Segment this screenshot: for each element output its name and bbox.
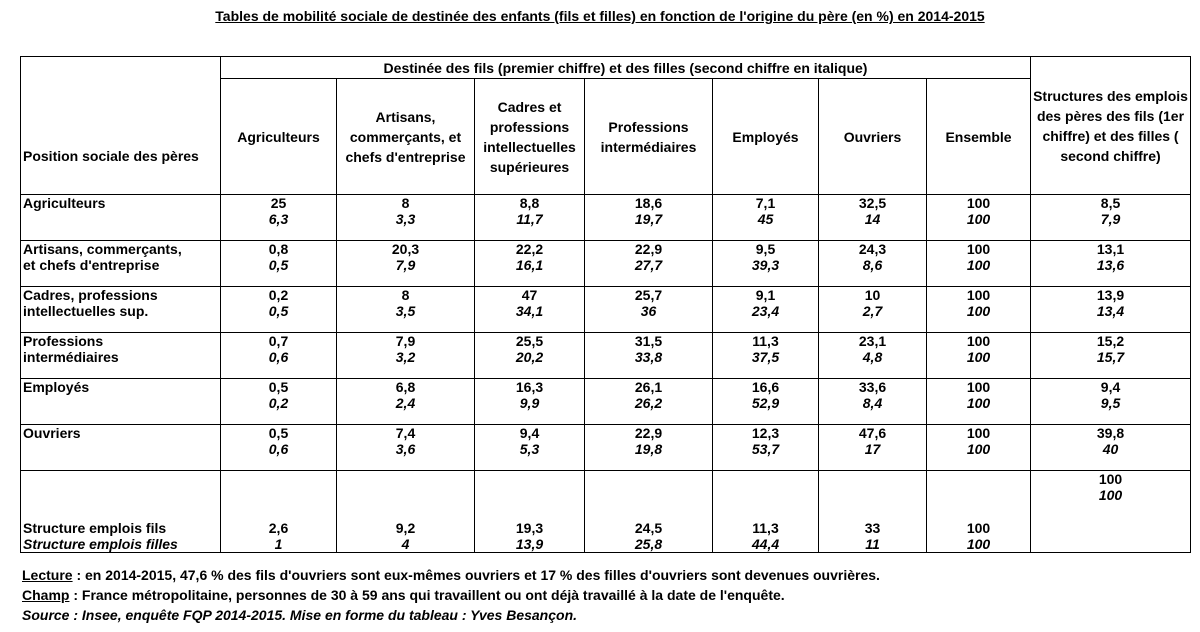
structure-header: Structures des emplois des pères des fils (1er chiffre) et des filles ( second chiffre)	[1031, 57, 1191, 195]
filles-value: 13,4	[1096, 303, 1125, 319]
data-cell	[819, 287, 927, 333]
row-label	[21, 425, 221, 471]
fils-value: 9,5	[755, 241, 776, 257]
row-label-line: et chefs d'entreprise	[23, 257, 160, 273]
filles-value: 100	[966, 303, 991, 319]
row-label	[21, 379, 221, 425]
fils-value: 25	[270, 195, 287, 211]
data-cell	[713, 287, 819, 333]
row-label-line: Agriculteurs	[23, 195, 106, 211]
table-row	[21, 195, 1191, 241]
data-cell	[475, 287, 585, 333]
data-cell	[927, 333, 1031, 379]
data-cell	[585, 287, 713, 333]
fils-value: 22,2	[515, 241, 544, 257]
fils-value: 7,4	[395, 425, 416, 441]
table-title: Tables de mobilité sociale de destinée des enfants (fils et filles) en fonction de l'origine du père (en %) en 2014-2015	[215, 8, 985, 24]
row-label-line	[23, 211, 218, 227]
structure-filles-value: 1	[274, 536, 283, 552]
champ-label: Champ	[22, 587, 70, 603]
filles-value: 9,9	[519, 395, 540, 411]
data-cell	[819, 241, 927, 287]
filles-value: 36	[640, 303, 657, 319]
data-cell	[221, 287, 337, 333]
filles-value: 16,1	[515, 257, 544, 273]
data-cell	[1031, 333, 1191, 379]
data-cell	[337, 195, 475, 241]
structure-filles-value: 44,4	[751, 536, 780, 552]
row-label-line: Professions	[23, 333, 104, 349]
mobility-table	[20, 56, 1191, 553]
data-cell	[1031, 195, 1191, 241]
structure-filles-value: 25,8	[634, 536, 663, 552]
filles-value: 34,1	[515, 303, 544, 319]
structure-label	[21, 471, 221, 553]
fils-value: 11,3	[752, 333, 779, 349]
data-cell	[475, 241, 585, 287]
filles-value: 27,7	[634, 257, 663, 273]
fils-value: 25,7	[634, 287, 663, 303]
data-cell	[927, 379, 1031, 425]
column-header: Ouvriers	[819, 79, 927, 195]
fils-value: 26,1	[634, 379, 663, 395]
fils-value: 0,2	[268, 287, 289, 303]
filles-value: 7,9	[1100, 211, 1121, 227]
structure-cell	[713, 471, 819, 553]
notes	[22, 565, 880, 625]
filles-value: 14	[864, 211, 881, 227]
structure-cell	[585, 471, 713, 553]
column-header: Ensemble	[927, 79, 1031, 195]
structure-total-cell	[1031, 471, 1191, 553]
fils-value: 9,4	[1100, 379, 1121, 395]
filles-value: 100	[966, 395, 991, 411]
fils-value: 31,5	[634, 333, 663, 349]
data-cell	[1031, 287, 1191, 333]
fils-value: 47,6	[858, 425, 887, 441]
data-cell	[1031, 425, 1191, 471]
lecture-label: Lecture	[22, 567, 73, 583]
fils-value: 0,5	[268, 379, 289, 395]
row-label-line	[23, 441, 218, 457]
table-row	[21, 425, 1191, 471]
fils-value: 13,1	[1096, 241, 1125, 257]
structure-fils-value: 24,5	[634, 520, 663, 536]
fils-value: 0,7	[268, 333, 289, 349]
data-cell	[221, 333, 337, 379]
filles-value: 17	[864, 441, 881, 457]
filles-value: 3,5	[395, 303, 416, 319]
column-header: Agriculteurs	[221, 79, 337, 195]
filles-value: 2,4	[395, 395, 416, 411]
row-label	[21, 287, 221, 333]
filles-value: 33,8	[634, 349, 663, 365]
fils-value: 10	[864, 287, 881, 303]
row-label	[21, 195, 221, 241]
filles-value: 40	[1102, 441, 1119, 457]
fils-value: 15,2	[1096, 333, 1125, 349]
fils-value: 12,3	[751, 425, 780, 441]
filles-value: 6,3	[268, 211, 289, 227]
filles-value: 39,3	[751, 257, 780, 273]
structure-filles-value: 13,9	[515, 536, 544, 552]
structure-total-fils: 100	[1098, 471, 1123, 487]
fils-value: 16,3	[515, 379, 544, 395]
data-cell	[927, 425, 1031, 471]
filles-value: 100	[966, 349, 991, 365]
fils-value: 100	[966, 333, 991, 349]
filles-value: 3,2	[395, 349, 416, 365]
filles-value: 53,7	[751, 441, 780, 457]
filles-value: 0,6	[268, 349, 289, 365]
fils-value: 22,9	[634, 425, 663, 441]
structure-cell	[927, 471, 1031, 553]
data-cell	[585, 241, 713, 287]
filles-value: 100	[966, 257, 991, 273]
filles-value: 19,8	[634, 441, 663, 457]
fils-value: 13,9	[1096, 287, 1125, 303]
filles-value: 2,7	[862, 303, 883, 319]
data-cell	[475, 379, 585, 425]
filles-value: 100	[966, 441, 991, 457]
data-cell	[713, 333, 819, 379]
filles-value: 4,8	[862, 349, 883, 365]
fils-value: 16,6	[751, 379, 780, 395]
filles-value: 9,5	[1100, 395, 1121, 411]
filles-value: 8,4	[862, 395, 883, 411]
column-header: Employés	[713, 79, 819, 195]
row-label	[21, 333, 221, 379]
row-label-line: Cadres, professions	[23, 287, 158, 303]
fils-value: 8,5	[1100, 195, 1121, 211]
fils-value: 22,9	[634, 241, 663, 257]
fils-value: 100	[966, 287, 991, 303]
data-cell	[585, 333, 713, 379]
row-label	[21, 241, 221, 287]
data-cell	[221, 241, 337, 287]
table-row	[21, 333, 1191, 379]
row-label-line: Ouvriers	[23, 425, 81, 441]
data-cell	[475, 333, 585, 379]
structure-fils-value: 19,3	[515, 520, 544, 536]
fils-value: 18,6	[634, 195, 663, 211]
filles-value: 0,6	[268, 441, 289, 457]
data-cell	[337, 241, 475, 287]
structure-filles-value: 11	[865, 536, 880, 552]
data-cell	[713, 425, 819, 471]
row-label-line: intellectuelles sup.	[23, 303, 149, 319]
lecture-text: : en 2014-2015, 47,6 % des fils d'ouvriers sont eux-mêmes ouvriers et 17 % des filles d'ouvriers sont devenues ouvrières.	[72, 567, 880, 583]
data-cell	[819, 195, 927, 241]
data-cell	[221, 425, 337, 471]
table-row	[21, 287, 1191, 333]
structure-fils-value: 100	[966, 520, 991, 536]
structure-fils-value: 11,3	[752, 520, 779, 536]
data-cell	[819, 379, 927, 425]
column-header: Professions intermédiaires	[585, 79, 713, 195]
fils-value: 100	[966, 241, 991, 257]
fils-value: 20,3	[391, 241, 420, 257]
filles-value: 20,2	[515, 349, 544, 365]
structure-fils-value: 9,2	[395, 520, 416, 536]
fils-value: 8	[401, 287, 410, 303]
data-cell	[1031, 379, 1191, 425]
fils-value: 7,1	[755, 195, 776, 211]
data-cell	[1031, 241, 1191, 287]
column-header: Cadres et professions intellectuelles supérieures	[475, 79, 585, 195]
filles-value: 7,9	[395, 257, 416, 273]
fils-value: 7,9	[395, 333, 416, 349]
data-cell	[819, 333, 927, 379]
structure-total-filles: 100	[1098, 487, 1123, 503]
table-row	[21, 241, 1191, 287]
filles-value: 8,6	[862, 257, 883, 273]
filles-value: 45	[757, 211, 774, 227]
structure-cell	[475, 471, 585, 553]
data-cell	[337, 287, 475, 333]
fils-value: 32,5	[858, 195, 887, 211]
fils-value: 39,8	[1096, 425, 1125, 441]
note-champ	[22, 585, 880, 605]
data-cell	[713, 195, 819, 241]
data-cell	[585, 379, 713, 425]
data-cell	[713, 241, 819, 287]
table-row	[21, 379, 1191, 425]
filles-value: 13,6	[1096, 257, 1125, 273]
fils-value: 33,6	[858, 379, 887, 395]
row-label-header: Position sociale des pères	[21, 57, 221, 195]
row-label-line: Employés	[23, 379, 90, 395]
structure-filles-value: 100	[966, 536, 991, 552]
row-label-line	[23, 395, 218, 411]
fils-value: 9,1	[755, 287, 776, 303]
filles-value: 5,3	[519, 441, 540, 457]
data-cell	[221, 379, 337, 425]
column-header: Artisans, commerçants, et chefs d'entreprise	[337, 79, 475, 195]
filles-value: 37,5	[751, 349, 780, 365]
filles-value: 100	[966, 211, 991, 227]
structure-cell	[337, 471, 475, 553]
fils-value: 0,5	[268, 425, 289, 441]
filles-value: 26,2	[634, 395, 663, 411]
data-cell	[713, 379, 819, 425]
structure-filles-value: 4	[401, 536, 410, 552]
fils-value: 100	[966, 379, 991, 395]
note-source: Source : Insee, enquête FQP 2014-2015. Mise en forme du tableau : Yves Besançon.	[22, 607, 578, 623]
fils-value: 8	[401, 195, 410, 211]
row-label-line: intermédiaires	[23, 349, 119, 365]
data-cell	[585, 195, 713, 241]
data-cell	[819, 425, 927, 471]
structure-fils-value: 33	[864, 520, 881, 536]
data-cell	[337, 379, 475, 425]
champ-text: : France métropolitaine, personnes de 30 à 59 ans qui travaillent ou ont déjà travaillé à la date de l'enquête.	[69, 587, 785, 603]
filles-value: 11,7	[516, 211, 543, 227]
data-cell	[927, 241, 1031, 287]
data-cell	[475, 195, 585, 241]
structure-cell	[221, 471, 337, 553]
fils-value: 100	[966, 195, 991, 211]
data-cell	[337, 333, 475, 379]
structure-fils-label: Structure emplois fils	[23, 520, 167, 536]
data-cell	[585, 425, 713, 471]
fils-value: 25,5	[515, 333, 544, 349]
filles-value: 19,7	[634, 211, 663, 227]
data-cell	[221, 195, 337, 241]
filles-value: 3,3	[395, 211, 416, 227]
group-header: Destinée des fils (premier chiffre) et des filles (second chiffre en italique)	[221, 57, 1031, 79]
structure-row	[21, 471, 1191, 553]
note-lecture	[22, 565, 880, 585]
filles-value: 52,9	[751, 395, 780, 411]
fils-value: 6,8	[395, 379, 416, 395]
filles-value: 3,6	[395, 441, 416, 457]
fils-value: 0,8	[268, 241, 289, 257]
fils-value: 100	[966, 425, 991, 441]
filles-value: 0,5	[268, 303, 289, 319]
filles-value: 15,7	[1096, 349, 1125, 365]
filles-value: 0,2	[268, 395, 289, 411]
data-cell	[927, 195, 1031, 241]
data-cell	[475, 425, 585, 471]
structure-cell	[819, 471, 927, 553]
fils-value: 8,8	[519, 195, 540, 211]
fils-value: 24,3	[858, 241, 887, 257]
structure-filles-label: Structure emplois filles	[23, 536, 178, 552]
filles-value: 23,4	[751, 303, 780, 319]
fils-value: 23,1	[858, 333, 887, 349]
fils-value: 47	[521, 287, 538, 303]
data-cell	[337, 425, 475, 471]
data-cell	[927, 287, 1031, 333]
row-label-line: Artisans, commerçants,	[23, 241, 182, 257]
structure-fils-value: 2,6	[268, 520, 289, 536]
filles-value: 0,5	[268, 257, 289, 273]
fils-value: 9,4	[519, 425, 540, 441]
